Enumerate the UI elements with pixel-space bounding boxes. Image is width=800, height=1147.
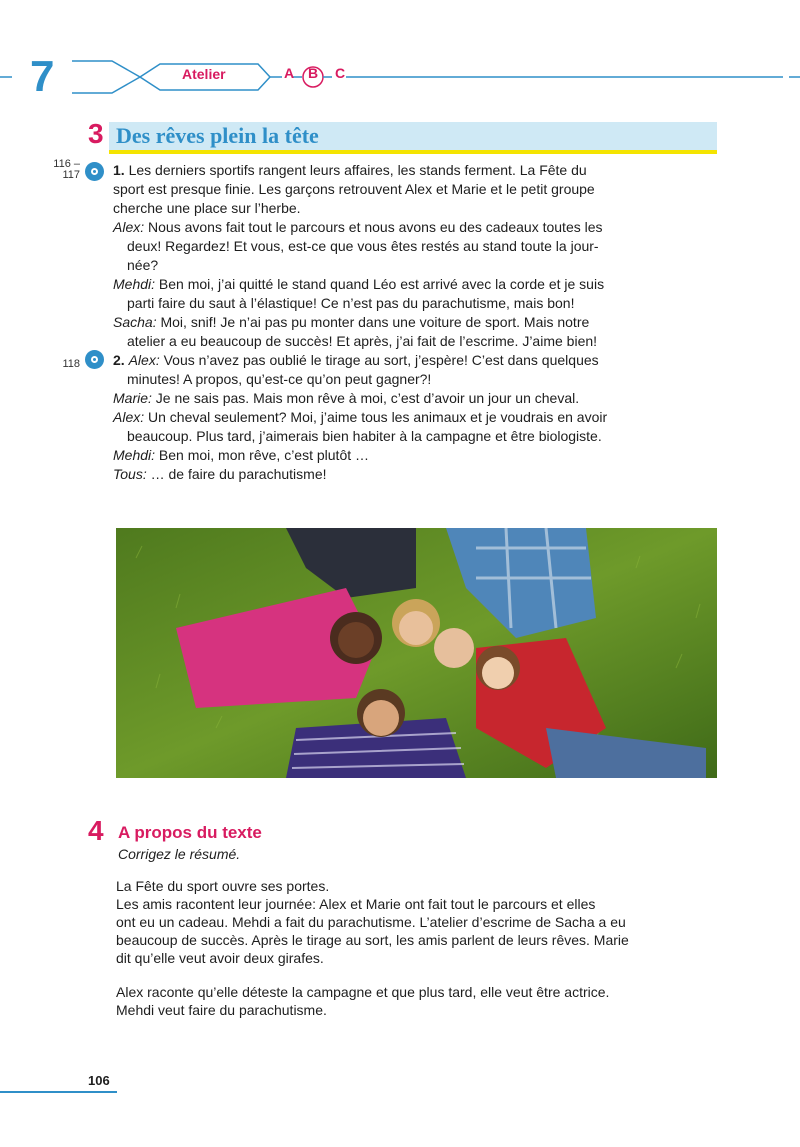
section-title: A propos du texte <box>118 823 262 842</box>
audio-cd-icon[interactable] <box>85 350 104 369</box>
step-a: A <box>284 65 295 81</box>
summary-paragraph-2 <box>116 983 721 1019</box>
text-line: Marie: Je ne sais pas. Mais mon rêve à moi, c’est d’avoir un jour un cheval. <box>113 390 580 406</box>
section-number: 3 <box>88 118 104 149</box>
footer-rule <box>0 1091 117 1093</box>
text-line: Les amis racontent leur journée: Alex et Marie ont fait tout le parcours et elles <box>116 896 596 912</box>
chapter-number: 7 <box>30 52 55 101</box>
text-line: minutes! A propos, qu’est-ce qu’on peut gagner?! <box>127 371 432 387</box>
text-line: cherche une place sur l’herbe. <box>113 200 301 216</box>
summary-paragraph-1 <box>116 877 721 967</box>
exercise-instruction: Corrigez le résumé. <box>118 846 241 862</box>
text-line: parti faire du saut à l’élastique! Ce n’est pas du parachutisme, mais bon! <box>127 295 575 311</box>
text-line: Mehdi veut faire du parachutisme. <box>116 1002 327 1018</box>
text-line: Alex: Nous avons fait tout le parcours et nous avons eu des cadeaux toutes les <box>113 219 603 235</box>
text-line: ont eu un cadeau. Mehdi a fait du parachutisme. L’atelier d’escrime de Sacha a eu <box>116 914 626 930</box>
page-number: 106 <box>88 1073 110 1088</box>
text-line: atelier a eu beaucoup de succès! Et après, j’ai fait de l’escrime. J’aime bien! <box>127 333 598 349</box>
audio-cd-icon[interactable] <box>85 162 104 181</box>
chapter-header-lines <box>0 52 800 101</box>
text-line: Sacha: Moi, snif! Je n’ai pas pu monter dans une voiture de sport. Mais notre <box>113 314 590 330</box>
track-number: 118 <box>62 358 80 370</box>
dialogue-part-2 <box>113 351 723 484</box>
text-line: 2. Alex: Vous n’avez pas oublié le tirage au sort, j’espère! C’est dans quelques <box>113 352 599 368</box>
text-line: Alex raconte qu’elle déteste la campagne et que plus tard, elle veut être actrice. <box>116 984 610 1000</box>
text-line: beaucoup. Plus tard, j’aimerais bien habiter à la campagne et être biologiste. <box>127 428 602 444</box>
text-line: Mehdi: Ben moi, mon rêve, c’est plutôt … <box>113 447 370 463</box>
dialogue-part-1 <box>113 161 723 351</box>
section-title: Des rêves plein la tête <box>116 123 319 148</box>
text-line: La Fête du sport ouvre ses portes. <box>116 878 330 894</box>
section-number: 4 <box>88 815 104 846</box>
text-line: dit qu’elle veut avoir deux girafes. <box>116 950 324 966</box>
text-line: sport est presque finie. Les garçons retrouvent Alex et Marie et le petit groupe <box>113 181 595 197</box>
text-line: beaucoup de succès. Après le tirage au sort, les amis parlent de leurs rêves. Marie <box>116 932 629 948</box>
track-number: 116 – 117 <box>53 158 80 181</box>
text-line: Mehdi: Ben moi, j’ai quitté le stand quand Léo est arrivé avec la corde et je suis <box>113 276 605 292</box>
text-line: Tous: … de faire du parachutisme! <box>113 466 327 482</box>
text-line: née? <box>127 257 159 273</box>
text-line: 1. Les derniers sportifs rangent leurs affaires, les stands ferment. La Fête du <box>113 162 587 178</box>
step-c: C <box>335 65 346 81</box>
children-lying-on-grass-photo <box>116 528 717 778</box>
step-b: B <box>308 65 319 81</box>
text-line: Alex: Un cheval seulement? Moi, j’aime tous les animaux et je voudrais en avoir <box>113 409 608 425</box>
atelier-label: Atelier <box>182 66 226 82</box>
text-line: deux! Regardez! Et vous, est-ce que vous êtes restés au stand toute la jour- <box>127 238 599 254</box>
